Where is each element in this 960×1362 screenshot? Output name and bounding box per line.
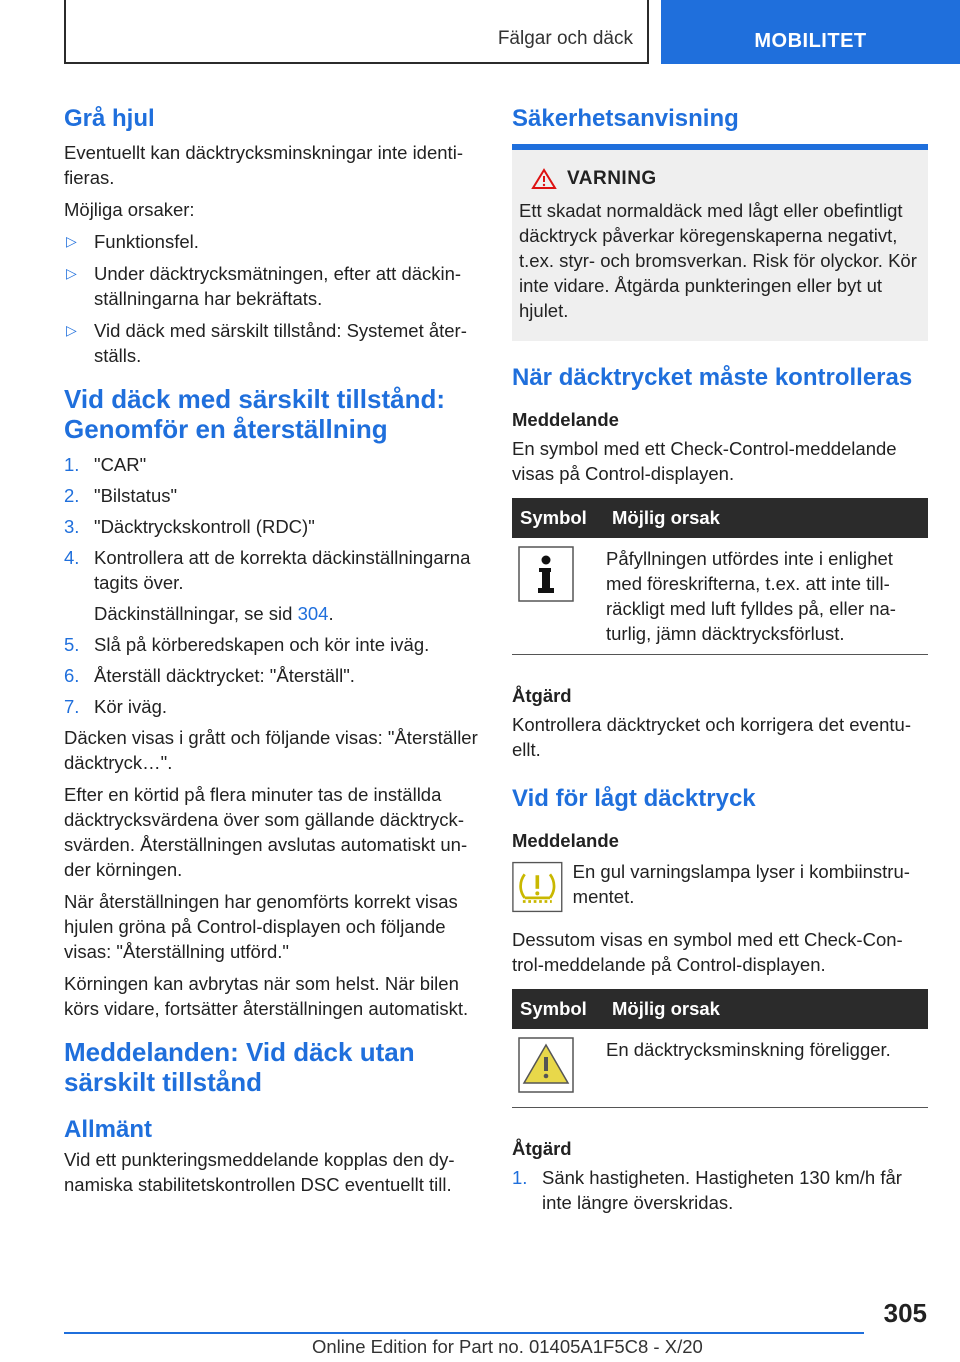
step-text: Återställ däcktrycket: "Återställ". bbox=[94, 665, 355, 686]
triangle-bullet-icon: ▷ bbox=[66, 322, 77, 338]
step-number: 1. bbox=[512, 1167, 528, 1188]
reset-steps bbox=[64, 452, 478, 719]
triangle-bullet-icon: ▷ bbox=[66, 233, 77, 249]
heading-low-pressure: Vid för lågt däcktryck bbox=[512, 785, 756, 812]
heading-reset: Vid däck med särskilt tillstånd: Genomför en återställning bbox=[64, 384, 445, 444]
paragraph-after-2: Efter en körtid på flera minuter tas de inställda däcktrycksvärdena över som gällande däcktrycksvärden. Återställningen avslutas automatiskt under körningen. bbox=[64, 784, 468, 880]
cause-cell: En däcktrycksminskning föreligger. bbox=[604, 1029, 928, 1108]
col-symbol: Symbol bbox=[512, 989, 604, 1029]
step-sub-note bbox=[94, 601, 478, 626]
step-number: 1. bbox=[64, 454, 80, 475]
label-message-2: Meddelande bbox=[512, 830, 619, 851]
chapter-tab-label: MOBILITET bbox=[754, 30, 867, 52]
causes-list bbox=[64, 229, 478, 368]
table-row bbox=[512, 538, 928, 655]
step-text: Slå på körberedskapen och kör inte iväg. bbox=[94, 634, 430, 655]
list-item bbox=[64, 261, 478, 311]
paragraph-causes: Möjliga orsaker: bbox=[64, 199, 195, 220]
header-section-box bbox=[64, 0, 649, 64]
step-text: "Bilstatus" bbox=[94, 485, 178, 506]
label-action-1: Åtgärd bbox=[512, 685, 572, 706]
step-item bbox=[64, 545, 478, 626]
symbol-table-2 bbox=[512, 989, 928, 1108]
step-number: 2. bbox=[64, 485, 80, 506]
triangle-bullet-icon: ▷ bbox=[66, 265, 77, 281]
warning-text: Ett skadat normaldäck med lågt eller obefintligt däcktryck påverkar köregenskaperna negativt, t.ex. styr- och bromsverkan. Risk för olyckor. Kör inte vidare. Åtgärda punkteringen eller byt ut hjulet. bbox=[519, 200, 917, 321]
list-item-text: Vid däck med särskilt tillstånd: Systemet återställs. bbox=[94, 320, 467, 366]
col-symbol: Symbol bbox=[512, 498, 604, 538]
paragraph-gray: Eventuellt kan däcktrycksminskningar inte identifieras. bbox=[64, 142, 463, 188]
warning-title: VARNING bbox=[567, 168, 657, 189]
step-item bbox=[64, 632, 478, 657]
chapter-tab[interactable] bbox=[661, 0, 960, 64]
step-number: 4. bbox=[64, 547, 80, 568]
step-item bbox=[64, 483, 478, 508]
paragraph-action-1: Kontrollera däcktrycket och korrigera det eventuellt. bbox=[512, 714, 911, 760]
sub-note-text: Däckinställningar, se sid bbox=[94, 603, 298, 624]
edition-note: Online Edition for Part no. 01405A1F5C8 - X/20 bbox=[312, 1336, 703, 1357]
heading-gray-wheels: Grå hjul bbox=[64, 105, 155, 132]
warning-box bbox=[512, 144, 928, 341]
label-action-2: Åtgärd bbox=[512, 1138, 572, 1159]
paragraph-message-1: En symbol med ett Check-Control-meddelande visas på Control-displayen. bbox=[512, 438, 897, 484]
info-symbol-icon bbox=[518, 546, 574, 602]
heading-check-pressure: När däcktrycket måste kontrolleras bbox=[512, 364, 913, 391]
paragraph-general: Vid ett punkteringsmeddelande kopplas den dynamiska stabilitetskontrollen DSC eventuellt till. bbox=[64, 1149, 455, 1195]
step-number: 3. bbox=[64, 516, 80, 537]
tire-pressure-warning-lamp-icon bbox=[512, 859, 563, 915]
list-item-text: Under däcktrycksmätningen, efter att däckinställningarna har bekräftats. bbox=[94, 263, 462, 309]
symbol-cell bbox=[512, 538, 604, 655]
paragraph-message-2: Dessutom visas en symbol med ett Check-Control-meddelande på Control-displayen. bbox=[512, 929, 903, 975]
paragraph-after-1: Däcken visas i grått och följande visas: "Återställer däcktryck…". bbox=[64, 727, 478, 773]
step-text: "Däcktryckskontroll (RDC)" bbox=[94, 516, 315, 537]
section-title: Fälgar och däck bbox=[497, 28, 633, 49]
page-number: 305 bbox=[883, 1298, 927, 1328]
cause-cell: Påfyllningen utfördes inte i enlighet med föreskrifterna, t.ex. att inte tillräckligt med luft fylldes på, eller naturlig, jämn däcktrycksförlust. bbox=[604, 538, 928, 655]
symbol-table-1 bbox=[512, 498, 928, 655]
step-text: Sänk hastigheten. Hastigheten 130 km/h får inte längre överskridas. bbox=[542, 1167, 902, 1213]
symbol-cell bbox=[512, 1029, 604, 1108]
step-number: 7. bbox=[64, 696, 80, 717]
paragraph-lamp: En gul varningslampa lyser i kombiinstrumentet. bbox=[572, 861, 910, 907]
paragraph-after-3: När återställningen har genomförts korrekt visas hjulen gröna på Control-displayen och följande visas: "Återställning utförd." bbox=[64, 891, 458, 962]
action-steps bbox=[512, 1165, 928, 1215]
yellow-warning-triangle-icon bbox=[518, 1037, 574, 1093]
list-item-text: Funktionsfel. bbox=[94, 231, 199, 252]
step-item bbox=[64, 452, 478, 477]
paragraph-after-4: Körningen kan avbrytas när som helst. När bilen körs vidare, fortsätter återställningen automatiskt. bbox=[64, 973, 469, 1019]
step-item bbox=[512, 1165, 928, 1215]
step-item bbox=[64, 694, 478, 719]
heading-general: Allmänt bbox=[64, 1116, 153, 1143]
table-header-row bbox=[512, 498, 928, 538]
warning-triangle-icon bbox=[531, 168, 557, 190]
step-item bbox=[64, 663, 478, 688]
page-link-304[interactable]: 304 bbox=[297, 603, 329, 624]
heading-messages: Meddelanden: Vid däck utan särskilt tillstånd bbox=[64, 1037, 415, 1097]
col-cause: Möjlig orsak bbox=[604, 498, 928, 538]
footer-divider bbox=[64, 1332, 864, 1334]
label-message-1: Meddelande bbox=[512, 409, 619, 430]
step-number: 6. bbox=[64, 665, 80, 686]
step-text: Kör iväg. bbox=[94, 696, 168, 717]
step-text: Kontrollera att de korrekta däckinställningarna tagits över. bbox=[94, 547, 471, 593]
lamp-message-row bbox=[512, 859, 928, 915]
step-item bbox=[64, 514, 478, 539]
left-column bbox=[64, 100, 478, 1204]
warning-header bbox=[519, 168, 920, 190]
sub-note-end: . bbox=[328, 603, 334, 624]
col-cause: Möjlig orsak bbox=[604, 989, 928, 1029]
right-column bbox=[512, 100, 928, 1221]
table-row bbox=[512, 1029, 928, 1108]
step-text: "CAR" bbox=[94, 454, 147, 475]
list-item bbox=[64, 318, 478, 368]
table-header-row bbox=[512, 989, 928, 1029]
heading-safety: Säkerhetsanvisning bbox=[512, 105, 739, 132]
list-item bbox=[64, 229, 478, 254]
step-number: 5. bbox=[64, 634, 80, 655]
